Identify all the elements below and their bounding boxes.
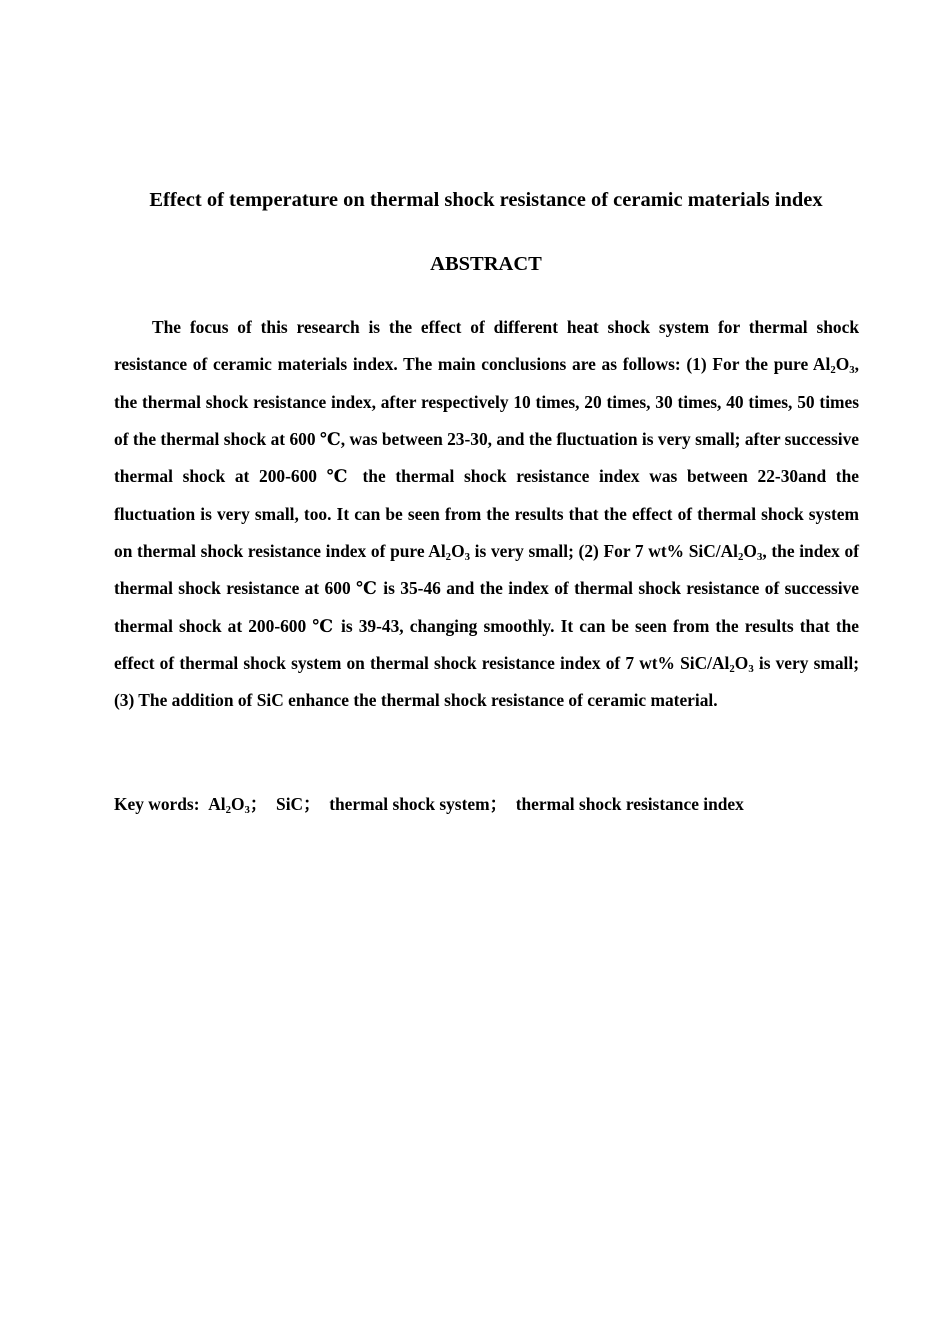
abstract-text-5: is very small; (2) For 7 wt% SiC/Al — [469, 541, 739, 562]
subscript: 3 — [244, 803, 250, 816]
subscript: 3 — [748, 662, 754, 675]
keyword-thermal-shock-resistance-index: thermal shock resistance index — [515, 794, 744, 814]
subscript: 2 — [729, 662, 735, 675]
keyword-al2o3 — [208, 794, 250, 814]
keyword-separator: ； — [303, 794, 321, 814]
abstract-text-9: is very small; (3) The addition of SiC enhance the thermal shock resistance of ceramic material. — [114, 653, 859, 711]
subscript: 2 — [830, 364, 836, 377]
subscript: 3 — [849, 364, 855, 377]
abstract-text-7: , the index of thermal shock resistance at 600 ℃ is 35-46 and the index of thermal shock resistance of successive thermal shock at 200-600 ℃ is 39-43, changing smoothly. It can be seen from the results that the effect of thermal shock system on thermal shock resistance index of 7 wt% SiC/Al — [114, 541, 859, 674]
abstract-text-1: The focus of this research is the effect of different heat shock system for thermal shock resistance of ceramic materials index. The main conclusions are as follows: (1) For the pure Al — [114, 317, 859, 375]
abstract-text-6: O — [743, 541, 757, 562]
keyword-sic: SiC — [276, 794, 304, 814]
keyword-text: Al — [208, 794, 226, 814]
subscript: 2 — [225, 803, 231, 816]
keyword-thermal-shock-system: thermal shock system — [329, 794, 490, 814]
subscript: 3 — [464, 550, 470, 563]
subscript: 2 — [738, 550, 744, 563]
keywords-label: Key words: — [114, 794, 200, 814]
keyword-separator: ； — [249, 794, 268, 814]
subscript: 2 — [445, 550, 452, 563]
abstract-text-3: , the thermal shock resistance index, after respectively 10 times, 20 times, 30 times, 40 times, 50 times of the thermal shock at 600 ℃, was between 23-30, and the fluctuation is very small; after successive thermal shock at 200-600 ℃ the thermal shock resistance index was between 22-30and the fluctuation is very small, too. It can be seen from the results that the effect of thermal shock system on thermal shock resistance index of pure Al — [114, 354, 859, 562]
abstract-paragraph — [114, 309, 859, 720]
subscript: 3 — [756, 550, 763, 563]
abstract-text-8: O — [734, 653, 749, 674]
keyword-separator: ； — [489, 794, 507, 814]
paper-title: Effect of temperature on thermal shock resistance of ceramic materials index — [149, 189, 823, 211]
keywords-line — [114, 791, 859, 817]
abstract-heading: ABSTRACT — [430, 253, 542, 275]
keyword-text: O — [231, 794, 245, 814]
abstract-text-4: O — [451, 541, 465, 562]
abstract-text-2: O — [835, 354, 850, 375]
